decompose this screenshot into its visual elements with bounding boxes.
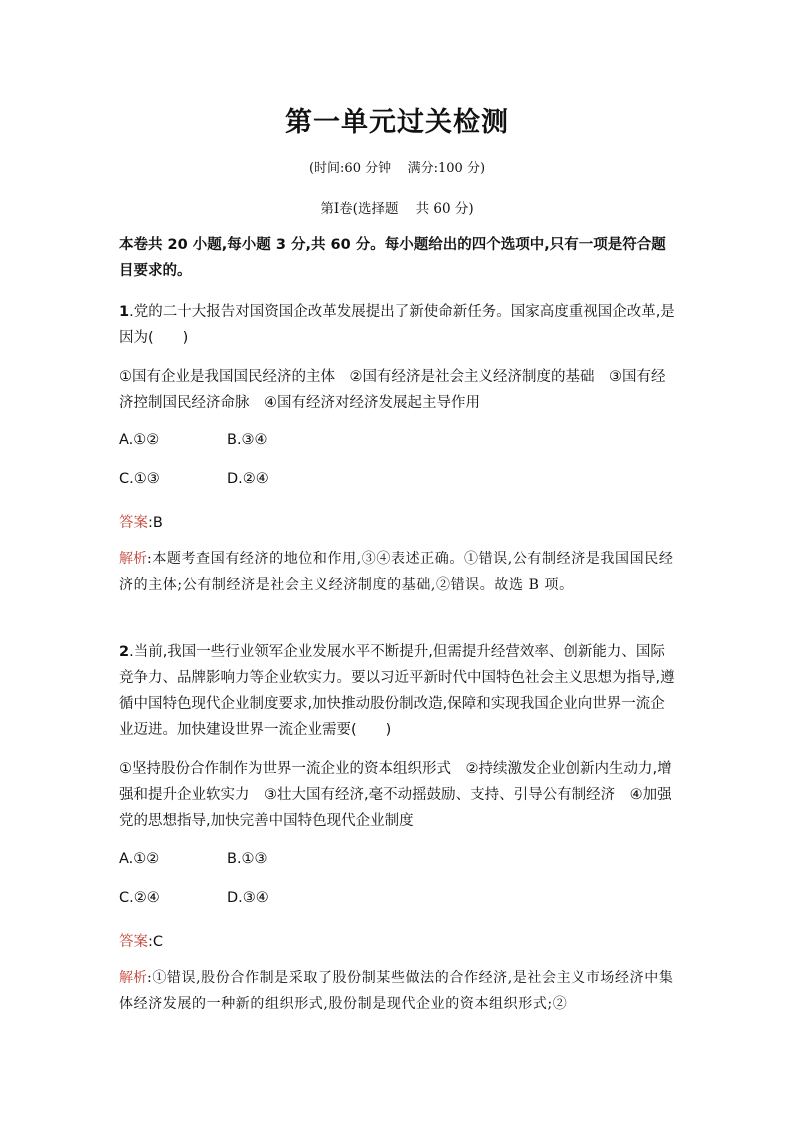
section-title: 第Ⅰ卷(选择题 共 60 分) [320,201,474,217]
question-text: 当前,我国一些行业领军企业发展水平不断提升,但需提升经营效率、创新能力、国际竞争力、品牌影响力等企业软实力。要以习近平新时代中国特色社会主义思想为指导,遵循中国特色现代企业制度要求,加快推动股份制改造,保障和实现我国企业向世界一流企业迈进。加快建设世界一流企业需要( ) [119,644,675,738]
question-1-analysis: 解析:本题考查国有经济的地位和作用,③④表述正确。①错误,公有制经济是我国国民经济的主体;公有制经济是社会主义经济制度的基础,②错误。故选 B 项。 [119,551,674,593]
exam-meta: (时间:60 分钟 满分:100 分) [308,161,486,176]
answer-value: B [152,515,163,531]
analysis-text: 本题考查国有经济的地位和作用,③④表述正确。①错误,公有制经济是我国国民经济的主体;公有制经济是社会主义经济制度的基础,②错误。故选 B 项。 [119,551,674,593]
option-d: D.③④ [227,890,269,906]
instructions: 本卷共 20 小题,每小题 3 分,共 60 分。每小题给出的四个选项中,只有一项是符合题目要求的。 [119,237,666,279]
question-2-options-row-1 [119,851,335,867]
option-a: A.①② [119,851,160,867]
question-1-options-row-1 [119,432,335,448]
option-c: C.②④ [119,890,160,906]
question-1-stem: 1.党的二十大报告对国资国企改革发展提出了新使命新任务。国家高度重视国企改革,是因为( ) [119,304,675,346]
question-1-options-row-2 [119,471,335,487]
question-text: 党的二十大报告对国资国企改革发展提出了新使命新任务。国家高度重视国企改革,是因为( ) [119,304,675,346]
answer-label: 答案 [119,934,148,950]
analysis-label: 解析 [119,970,147,986]
question-2-statements: ①坚持股份合作制作为世界一流企业的资本组织形式 ②持续激发企业创新内生动力,增强和提升企业软实力 ③壮大国有经济,毫不动摇鼓励、支持、引导公有制经济 ④加强党的思想指导,加快完善中国特色现代企业制度 [119,761,672,829]
option-d: D.②④ [227,471,269,487]
page-title: 第一单元过关检测 [285,107,509,138]
question-2-analysis: 解析:①错误,股份合作制是采取了股份制某些做法的合作经济,是社会主义市场经济中集体经济发展的一种新的组织形式,股份制是现代企业的资本组织形式;② [119,970,674,1012]
answer-value: C [152,934,164,950]
question-number: 2 [119,644,130,660]
question-2-answer: 答案:C [119,934,164,950]
analysis-label: 解析 [119,551,147,567]
option-c: C.①③ [119,471,160,487]
option-b: B.③④ [227,432,268,448]
option-a: A.①② [119,432,160,448]
answer-label: 答案 [119,515,148,531]
question-1-statements: ①国有企业是我国国民经济的主体 ②国有经济是社会主义经济制度的基础 ③国有经济控制国民经济命脉 ④国有经济对经济发展起主导作用 [119,369,666,411]
option-b: B.①③ [227,851,268,867]
question-2-options-row-2 [119,890,335,906]
question-number: 1 [119,304,130,320]
question-1-answer: 答案:B [119,515,163,531]
analysis-text: ①错误,股份合作制是采取了股份制某些做法的合作经济,是社会主义市场经济中集体经济发展的一种新的组织形式,股份制是现代企业的资本组织形式;② [119,970,674,1012]
question-2-stem: 2.当前,我国一些行业领军企业发展水平不断提升,但需提升经营效率、创新能力、国际竞争力、品牌影响力等企业软实力。要以习近平新时代中国特色社会主义思想为指导,遵循中国特色现代企业制度要求,加快推动股份制改造,保障和实现我国企业向世界一流企业迈进。加快建设世界一流企业需要( ) [119,644,675,738]
